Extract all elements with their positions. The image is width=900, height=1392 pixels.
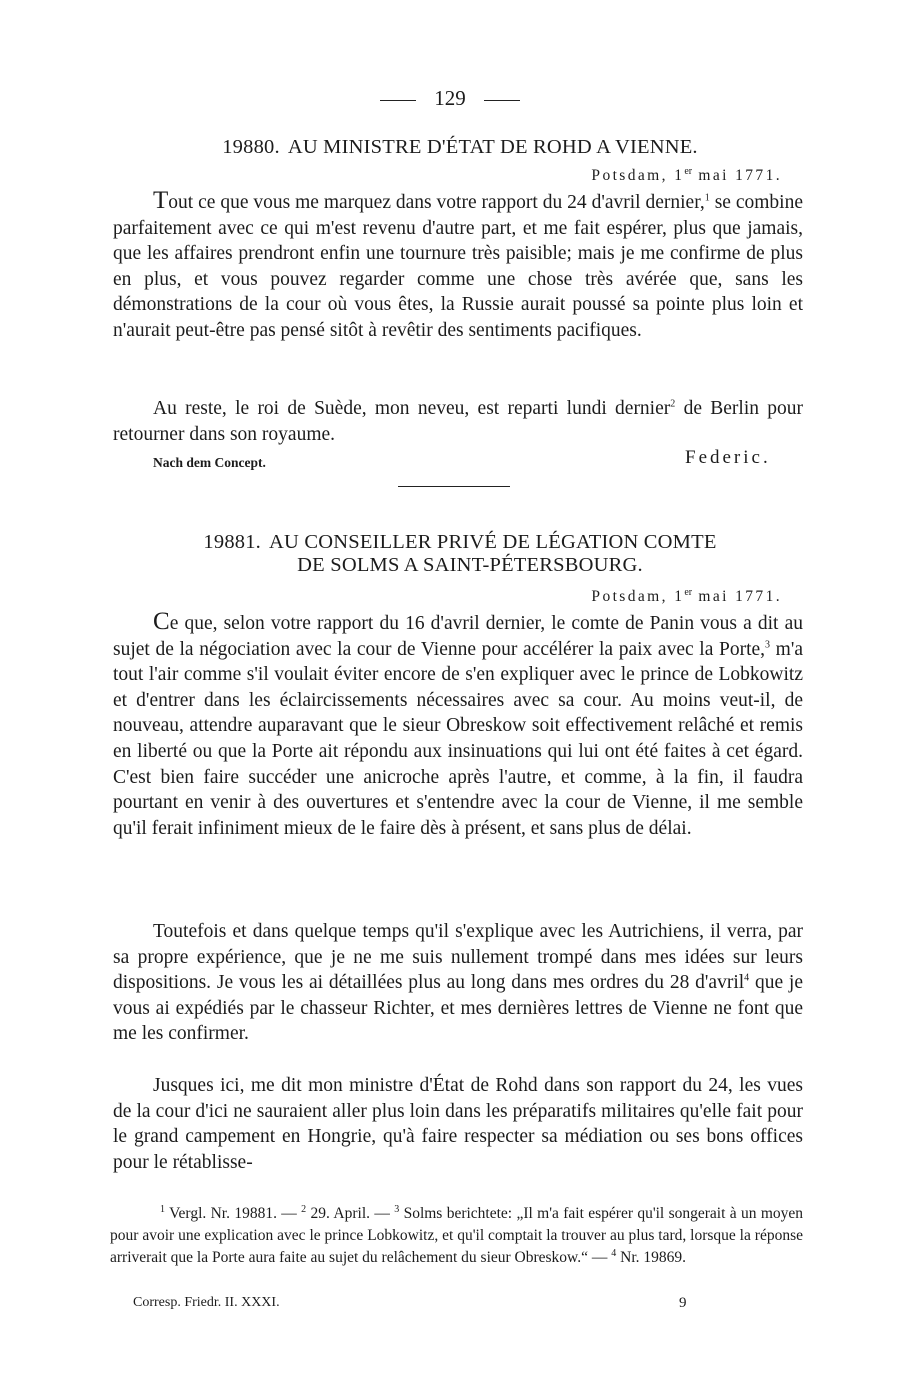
paragraph: Tout ce que vous me marquez dans votre rapport du 24 d'avril dernier,$^1$ se combine parfaitement avec ce qui m'est revenu d'autre part, et me fait espérer, plus que jamais, que les affaires prendront enfin une tournure très paisible; mais je me confirme de plus en plus, et vous pouvez regarder comme une chose très avérée que, sans les démonstrations de la cour où vous êtes, la Russie aurait poussé sa pointe plus loin et n'aurait peut-être pas pensé sitôt à revêtir des sentiments pacifiques. [113,187,804,341]
footnote-ref: 2 [670,398,676,410]
footnote-1: Vergl. Nr. 19881. — [169,1205,297,1222]
footnote-ref: 3 [765,639,771,651]
signature-mark: Corresp. Friedr. II. XXXI. [133,1295,280,1310]
footnotes: $^1$ Vergl. Nr. 19881. — $^2$ 29. April. — $^3$ Solms berichtete: „Il m'a fait espérer qu'il songerait à un moyen pour avoir une explication avec le prince Lobkowitz, et qu'il comptait la trouver au plus tard, lorsque la réponse arriverait que la Porte aura faite au sujet du relâchement du sieur Obreskow.“ — $^4$ Nr. 19869. [110,1203,804,1266]
letter-number: 19880. [222,136,280,158]
footnote-ref: 1 [704,192,710,204]
header-dash-left [380,100,416,101]
letter-heading-19881 [115,531,805,577]
dateline: Potsdam, 1er mai 1771. [591,587,782,606]
letter-heading-19880 [115,136,805,159]
paragraph: Toutefois et dans quelque temps qu'il s'explique avec les Autrichiens, il verra, par sa propre expérience, que je ne me suis nullement trompé dans mes idées sur leurs dispositions. Je vous les ai détaillées plus au long dans mes ordres du 28 d'avril$^4$ que je vous ai expédiés par le chasseur Richter, et mes dernières lettres de Vienne ne font que me les confirmer. [113,921,803,1045]
footnote-2: 29. April. — [310,1205,390,1222]
page-number: 129 [434,86,466,110]
letter-title-line1: AU CONSEILLER PRIVÉ DE LÉGATION COMTE [269,531,717,553]
letter-number: 19881. [203,531,261,553]
page-header [0,86,900,111]
paragraph: Au reste, le roi de Suède, mon neveu, est reparti lundi dernier$^2$ de Berlin pour retourner dans son royaume. [113,398,804,445]
source-note: Nach dem Concept. [153,455,266,470]
dateline: Potsdam, 1er mai 1771. [591,166,782,185]
footnote-4: Nr. 19869. [620,1249,687,1266]
paragraph: Jusques ici, me dit mon ministre d'État de Rohd dans son rapport du 24, les vues de la cour d'ici ne sauraient aller plus loin dans les préparatifs militaires qu'elle fait pour le grand campement en Hongrie, qu'à faire respecter sa médiation ou ses bons offices pour le rétablisse- [113,1075,803,1173]
paragraph: Ce que, selon votre rapport du 16 d'avril dernier, le comte de Panin vous a dit au sujet de la négociation avec la cour de Vienne pour accélérer la paix avec la Porte,$^3$ m'a tout l'air comme s'il voulait éviter encore de s'en expliquer avec le prince de Lobkowitz et d'entrer dans les éclaircissements nécessaires avec sa cour. Au moins veut-il, de nouveau, attendre auparavant que le sieur Obreskow soit effectivement relâché et remis en liberté ou que la Porte ait répondu aux insinuations qui lui ont été faites à cet égard. C'est bien faire succéder une anicroche après l'autre, et comme, à la fin, il faudra pourtant en venir à des ouvertures et s'entendre avec la cour de Vienne, il me semble qu'il ferait infiniment mieux de le faire dès à présent, et sans plus de délai. [113,608,804,839]
initial-letter: T [153,187,169,214]
sheet-number: 9 [679,1295,687,1311]
letter-title: AU MINISTRE D'ÉTAT DE ROHD A VIENNE. [287,136,698,158]
header-dash-right [484,100,520,101]
section-divider [398,486,510,487]
letter-title-line2: DE SOLMS A SAINT-PÉTERSBOURG. [297,554,643,576]
initial-letter: C [153,608,170,635]
footnote-3: Solms berichtete: „Il m'a fait espérer qu'il songerait à un moyen pour avoir une explication avec le prince Lobkowitz, et qu'il comptait la trouver au plus tard, lorsque la réponse arriverait que la Porte aura faite au sujet du relâchement du sieur Obreskow.“ — [110,1205,804,1266]
signature: Federic. [685,447,771,468]
footnote-ref: 4 [744,972,750,984]
